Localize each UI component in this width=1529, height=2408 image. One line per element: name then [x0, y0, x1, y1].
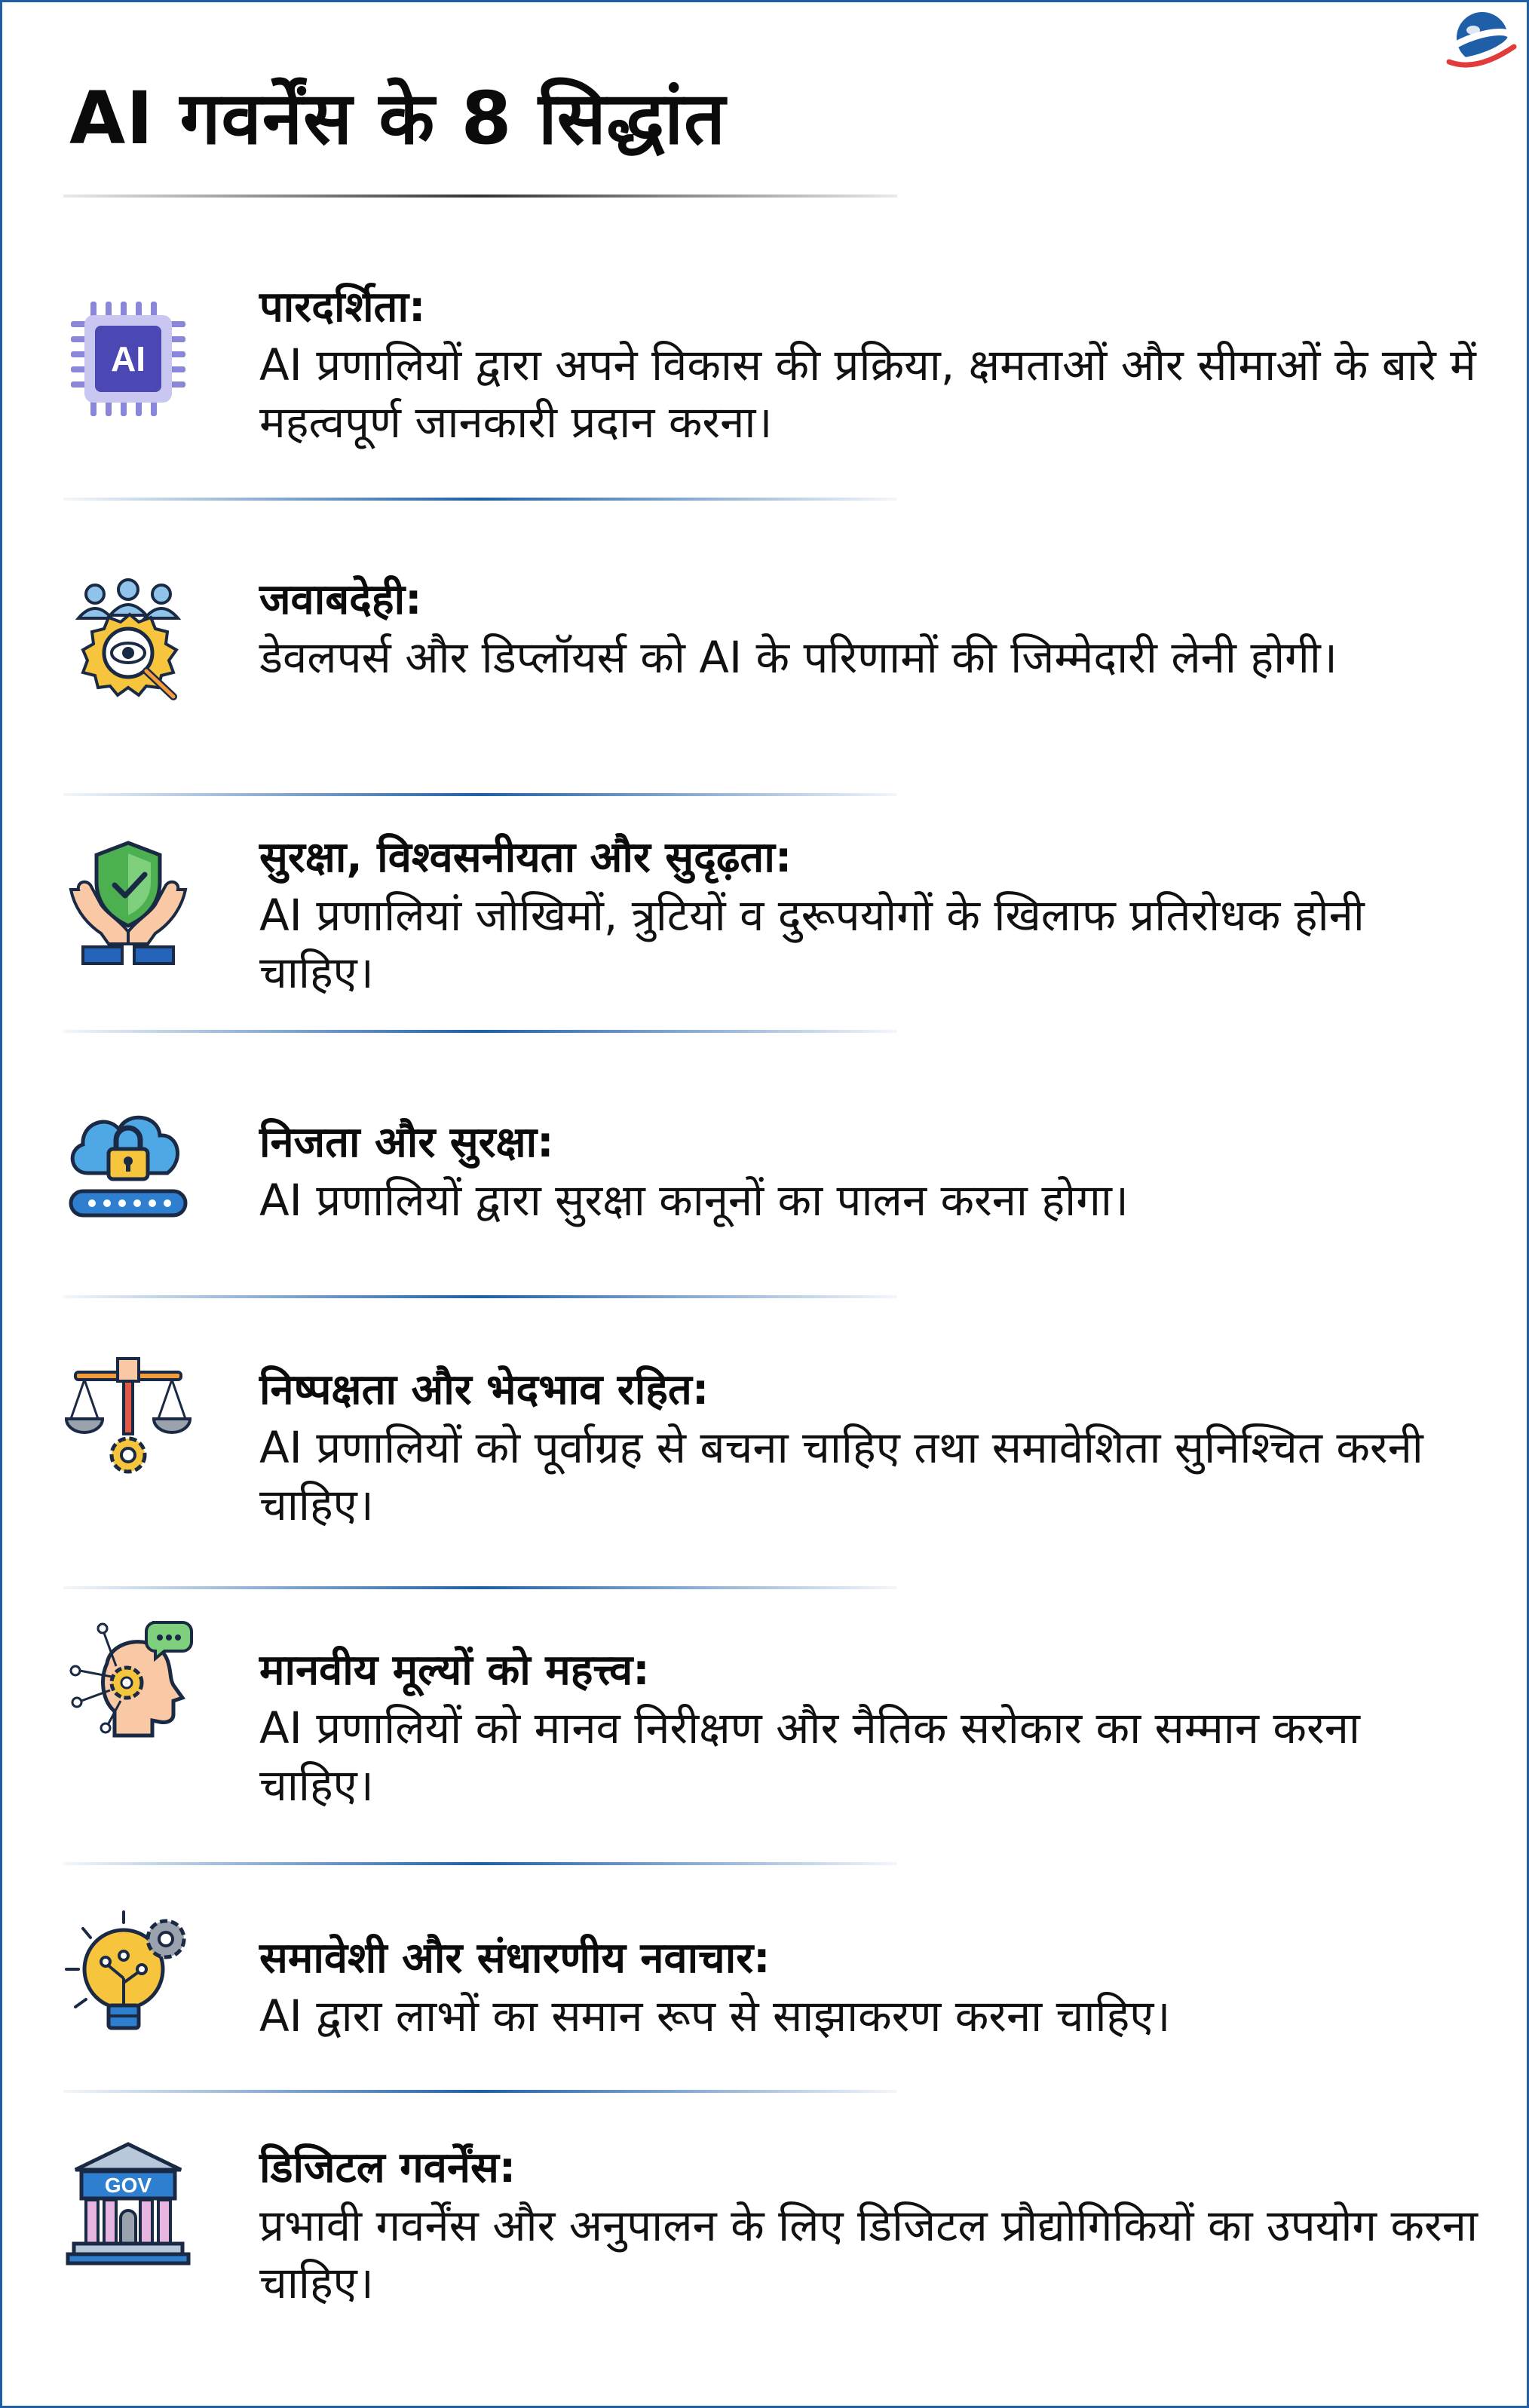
brand-logo-icon [1439, 3, 1521, 86]
principle-description: AI प्रणालियों को मानव निरीक्षण और नैतिक सरोकार का सम्मान करना चाहिए। [259, 1702, 1360, 1811]
principle-description: प्रभावी गवर्नेंस और अनुपालन के लिए डिजिटल प्रौद्योगिकियों का उपयोग करना चाहिए। [259, 2200, 1478, 2308]
ai-chip-icon [60, 291, 196, 427]
principle-description: AI प्रणालियां जोखिमों, त्रुटियों व दुरूपयोगों के खिलाफ प्रतिरोधक होनी चाहिए। [259, 890, 1365, 998]
title-divider [63, 195, 897, 198]
principle-description: AI द्वारा लाभों का समान रूप से साझाकरण करना चाहिए। [259, 1990, 1171, 2042]
page-title: AI गवर्नेंस के 8 सिद्धांत [69, 76, 726, 161]
section-divider [63, 1586, 897, 1589]
balance-scale-gear-icon [60, 1350, 196, 1485]
section-divider [63, 1295, 897, 1298]
gov-building-icon [60, 2134, 196, 2269]
principle-heading: समावेशी और संधारणीय नवाचार: [259, 1934, 771, 1983]
principle-description: डेवलपर्स और डिप्लॉयर्स को AI के परिणामों की जिम्मेदारी लेनी होगी। [259, 632, 1337, 683]
principle-description: AI प्रणालियों द्वारा सुरक्षा कानूनों का पालन करना होगा। [259, 1175, 1129, 1226]
section-divider [63, 2090, 897, 2093]
principle-heading: जवाबदेही: [259, 575, 422, 624]
lightbulb-gear-icon [60, 1907, 196, 2043]
section-divider [63, 793, 897, 796]
principle-heading: मानवीय मूल्यों को महत्त्व: [259, 1646, 650, 1695]
svg-text:GOV: GOV [104, 2174, 152, 2197]
principle-description: AI प्रणालियों द्वारा अपने विकास की प्रक्रिया, क्षमताओं और सीमाओं के बारे में महत्वपूर्ण जानकारी प्रदान करना। [259, 339, 1476, 448]
accountability-eye-gear-icon [60, 571, 196, 707]
principle-heading: निजता और सुरक्षा: [259, 1118, 554, 1167]
section-divider [63, 1862, 897, 1865]
human-head-gear-icon [60, 1618, 196, 1754]
principle-heading: डिजिटल गवर्नेंस: [259, 2143, 516, 2192]
principle-heading: सुरक्षा, विश्वसनीयता और सुदृढ़ता: [259, 833, 792, 882]
section-divider [63, 498, 897, 501]
principle-heading: पारदर्शिता: [259, 283, 426, 332]
cloud-lock-icon [60, 1092, 196, 1227]
svg-text:AI: AI [111, 339, 146, 378]
shield-hands-icon [60, 837, 196, 973]
section-divider [63, 1030, 897, 1033]
principle-description: AI प्रणालियों को पूर्वाग्रह से बचना चाहिए तथा समावेशिता सुनिश्चित करनी चाहिए। [259, 1422, 1423, 1530]
principle-heading: निष्पक्षता और भेदभाव रहित: [259, 1365, 709, 1414]
